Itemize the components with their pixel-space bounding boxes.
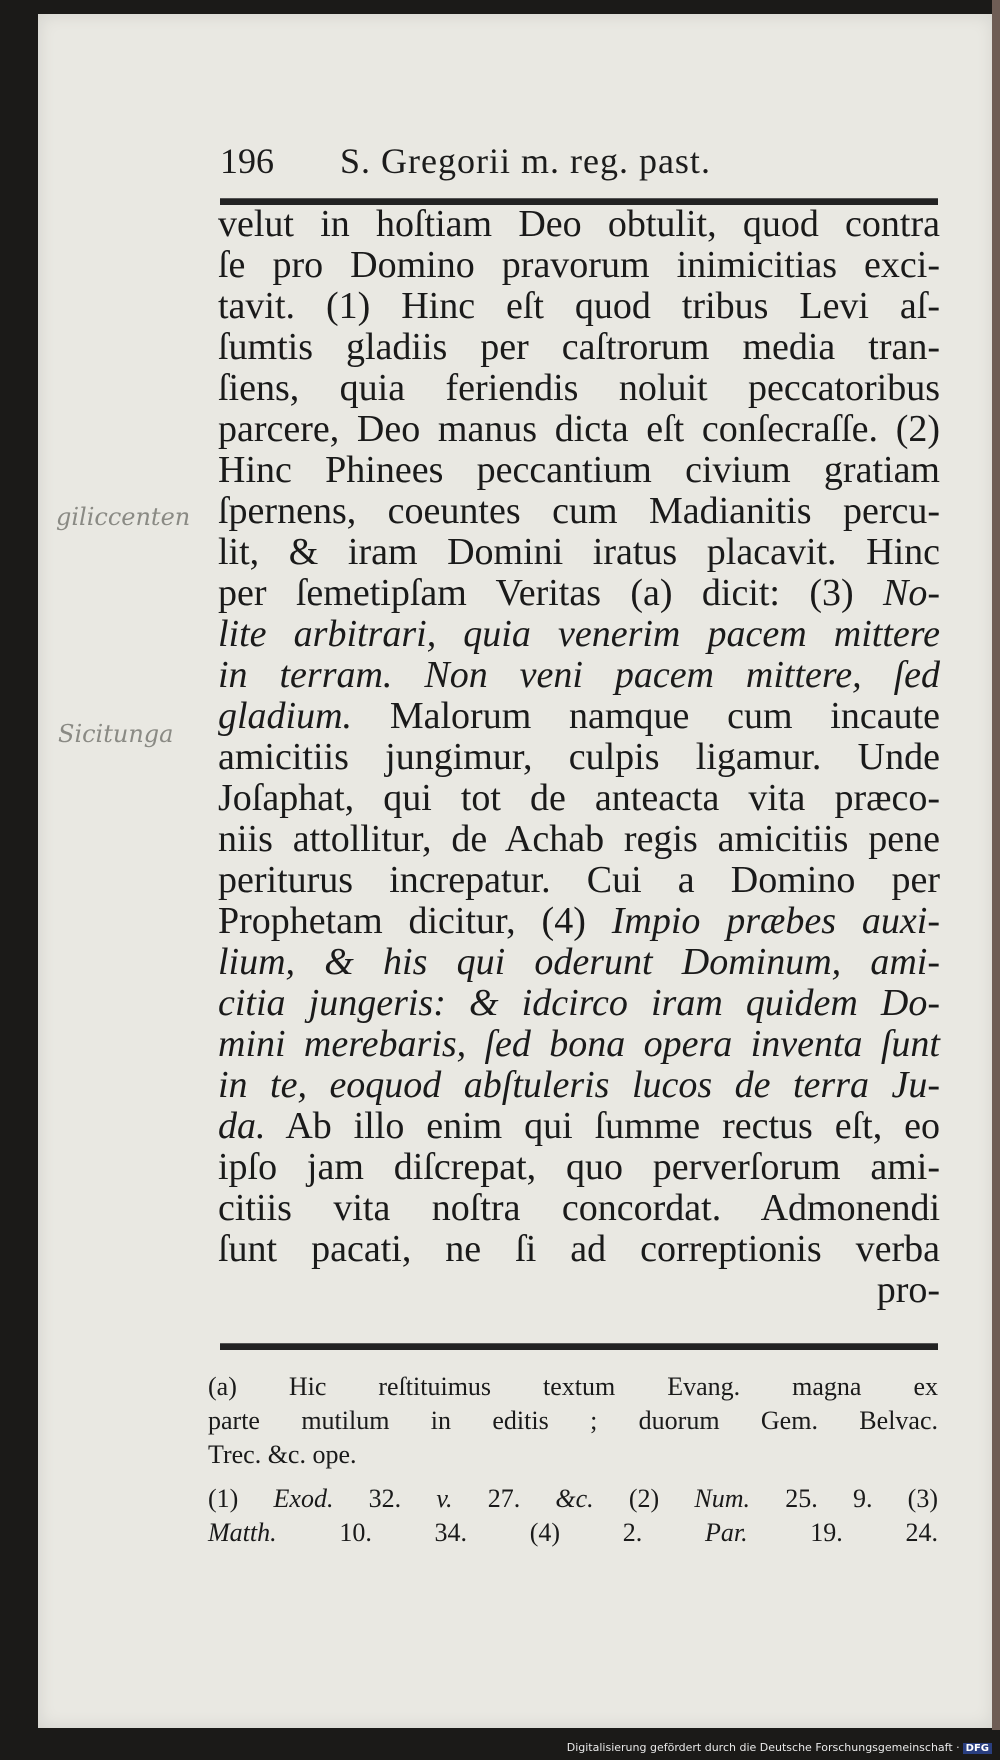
text-line	[218, 245, 940, 286]
italic-text: Exod.	[273, 1484, 334, 1513]
italic-text: Impio præbes auxi-	[611, 900, 940, 942]
italic-text: lite arbitrari, quia venerim pacem mittere	[218, 613, 940, 655]
italic-text: gladium.	[218, 695, 353, 737]
text-run: lit, & iram Domini iratus placavit. Hinc	[218, 531, 940, 573]
text-run: parcere, Deo manus dicta eſt conſecraſſe. (2)	[218, 408, 940, 450]
italic-text: Num.	[694, 1484, 751, 1513]
text-line	[218, 409, 940, 450]
text-run: Ab illo enim qui ſumme rectus eſt, eo	[265, 1105, 940, 1147]
footnote-line	[208, 1370, 938, 1404]
credit-text: Digitalisierung gefördert durch die Deutsche Forschungsgemeinschaft ·	[566, 1741, 960, 1754]
text-run: 32.	[333, 1484, 437, 1513]
text-run: tavit. (1) Hinc eſt quod tribus Levi aſ-	[218, 285, 940, 327]
margin-note: giliccenten	[56, 503, 191, 531]
text-line	[218, 1270, 940, 1311]
margin-note: Sicitunga	[58, 720, 174, 748]
text-line	[218, 327, 940, 368]
text-line	[218, 450, 940, 491]
text-run: ſe pro Domino pravorum inimicitias exci-	[218, 244, 940, 286]
text-line	[218, 860, 940, 901]
text-run: ſiens, quia feriendis noluit peccatoribus	[218, 367, 940, 409]
text-run: Trec. &c. ope.	[208, 1440, 357, 1469]
italic-text: in te, eoquod abſtuleris lucos de terra Ju-	[218, 1064, 940, 1106]
text-run: citiis vita noſtra concordat. Admonendi	[218, 1187, 940, 1229]
text-line	[218, 1106, 940, 1147]
text-run: (a) Hic reſtituimus textum Evang. magna ex	[208, 1372, 938, 1401]
italic-text: v.	[436, 1484, 453, 1513]
text-run: 25. 9. (3)	[750, 1484, 938, 1513]
text-run: 19. 24.	[747, 1518, 938, 1547]
text-run: ſunt pacati, ne ſi ad correptionis verba	[218, 1228, 940, 1270]
page-edge	[992, 0, 1000, 1730]
footnote-line	[208, 1404, 938, 1438]
text-run: pro-	[876, 1269, 940, 1311]
footnote-line	[208, 1516, 938, 1550]
text-line	[218, 1229, 940, 1270]
text-run: velut in hoſtiam Deo obtulit, quod contra	[218, 203, 940, 245]
running-header	[220, 138, 940, 188]
text-run: ipſo jam diſcrepat, quo perverſorum ami-	[218, 1146, 940, 1188]
text-line	[218, 368, 940, 409]
text-run: amicitiis jungimur, culpis ligamur. Unde	[218, 736, 940, 778]
text-run: 10. 34. (4) 2.	[276, 1518, 705, 1547]
text-run: ſumtis gladiis per caſtrorum media tran-	[218, 326, 940, 368]
text-run: Joſaphat, qui tot de anteacta vita præco-	[218, 777, 940, 819]
text-line	[218, 1188, 940, 1229]
text-line	[218, 1147, 940, 1188]
italic-text: No-	[883, 572, 940, 614]
italic-text: Matth.	[208, 1518, 277, 1547]
text-run: Malorum namque cum incaute	[352, 695, 940, 737]
digitization-credit	[567, 1741, 992, 1754]
text-run: (1)	[208, 1484, 274, 1513]
text-line	[218, 737, 940, 778]
running-title: S. Gregorii m. reg. past.	[340, 141, 711, 181]
text-run: ſpernens, coeuntes cum Madianitis percu-	[218, 490, 940, 532]
text-line	[218, 204, 940, 245]
text-line	[218, 901, 940, 942]
italic-text: Par.	[704, 1518, 748, 1547]
text-line	[218, 1065, 940, 1106]
italic-text: citia jungeris: & idcirco iram quidem Do-	[218, 982, 940, 1024]
text-line	[218, 696, 940, 737]
text-line	[218, 1024, 940, 1065]
italic-text: lium, & his qui oderunt Dominum, ami-	[218, 941, 940, 983]
text-run: niis attollitur, de Achab regis amicitiis pene	[218, 818, 940, 860]
text-line	[218, 819, 940, 860]
text-run: Hinc Phinees peccantium civium gratiam	[218, 449, 940, 491]
text-line	[218, 778, 940, 819]
dfg-badge: DFG	[963, 1743, 992, 1754]
text-run: parte mutilum in editis ; duorum Gem. Belvac.	[208, 1406, 938, 1435]
footnote-line	[208, 1438, 938, 1472]
text-line	[218, 983, 940, 1024]
italic-text: da.	[218, 1105, 266, 1147]
text-line	[218, 491, 940, 532]
text-run: (2)	[593, 1484, 695, 1513]
italic-text: mini merebaris, ſed bona opera inventa ſunt	[218, 1023, 940, 1065]
text-line	[218, 532, 940, 573]
footnote-rule	[220, 1343, 938, 1350]
text-run: per ſemetipſam Veritas (a) dicit: (3)	[218, 572, 883, 614]
footnotes	[208, 1370, 938, 1550]
italic-text: &c.	[555, 1484, 594, 1513]
text-line	[218, 614, 940, 655]
text-run: periturus increpatur. Cui a Domino per	[218, 859, 940, 901]
text-line	[218, 942, 940, 983]
text-line	[218, 655, 940, 696]
body-text	[218, 204, 940, 1311]
italic-text: in terram. Non veni pacem mittere, ſed	[218, 654, 940, 696]
text-run: 27.	[452, 1484, 556, 1513]
page-number: 196	[220, 141, 274, 181]
footnote-line	[208, 1482, 938, 1516]
text-line	[218, 286, 940, 327]
text-run: Prophetam dicitur, (4)	[218, 900, 612, 942]
text-line	[218, 573, 940, 614]
